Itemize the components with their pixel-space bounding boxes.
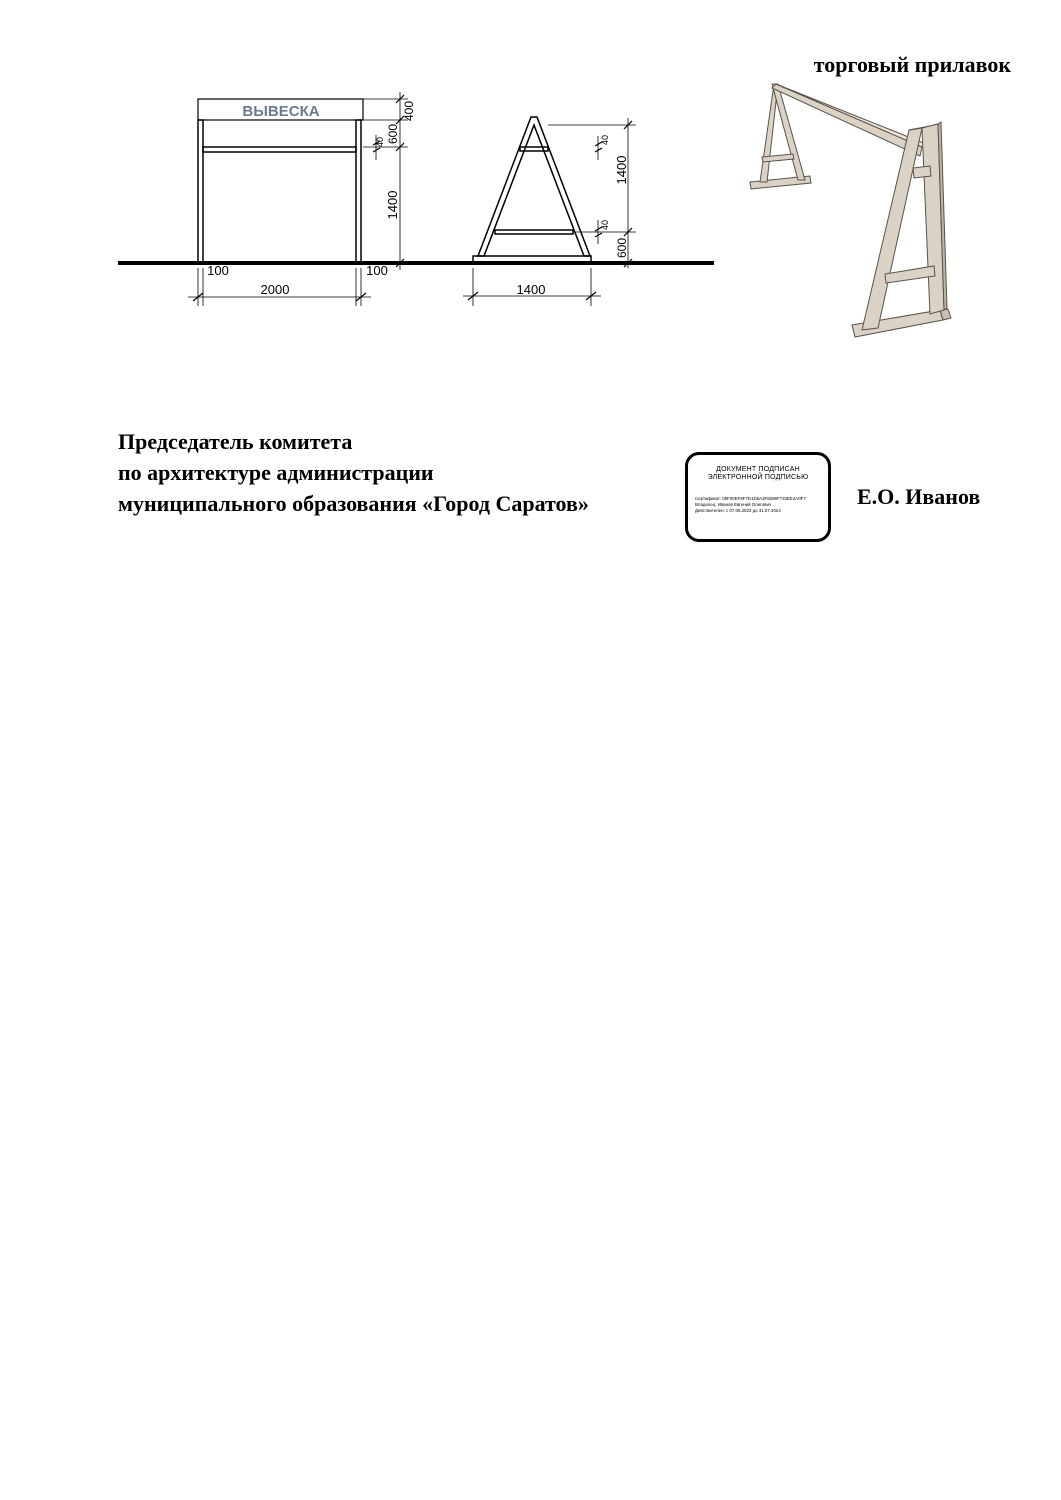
signature-title-line: муниципального образования «Город Саратов» — [118, 491, 589, 516]
left-post — [198, 120, 203, 263]
stamp-title — [688, 466, 828, 482]
side-a-frame-outer — [478, 117, 590, 256]
stamp-title-line: ДОКУМЕНТ ПОДПИСАН — [716, 466, 800, 473]
stamp-title-line: ЭЛЕКТРОННОЙ ПОДПИСЬЮ — [707, 474, 809, 481]
right-post — [356, 120, 361, 263]
stamp-validity: Действителен: с 07.06.2023 до 31.07.2024 — [695, 508, 781, 513]
signature-title-line: Председатель комитета — [118, 429, 353, 454]
side-height-main-label: 1400 — [614, 155, 629, 185]
front-height-main-label: 1400 — [385, 190, 400, 220]
front-left-post-label: 100 — [207, 263, 229, 278]
side-beam-bottom-label: 40 — [600, 219, 610, 231]
front-beam-label: 40 — [375, 136, 385, 148]
side-width-label: 1400 — [516, 282, 546, 297]
drawing-caption: торговый прилавок — [813, 52, 1011, 77]
signature-title — [118, 426, 589, 519]
front-right-post-label: 100 — [366, 263, 388, 278]
signer-name: Е.О. Иванов — [857, 484, 981, 509]
side-height-bottom-label: 600 — [615, 237, 629, 259]
side-beam-top-label: 40 — [600, 134, 610, 146]
top-beam — [203, 147, 356, 152]
sign-text: ВЫВЕСКА — [242, 103, 320, 120]
electronic-signature-stamp — [685, 452, 831, 542]
front-height-top-label: 600 — [386, 123, 400, 145]
stamp-certificate: Сертификат: 00F00EF8F7D1D6A3F8286F733EE4A0F7 — [695, 496, 806, 501]
side-bottom-shelf — [495, 230, 573, 234]
stamp-details — [688, 496, 828, 514]
stamp-owner: Владелец: Иванов Евгений Олегович — [695, 502, 772, 507]
front-height-sign-label: 400 — [402, 100, 416, 122]
front-width-label: 2000 — [260, 282, 290, 297]
counter-3d-view — [750, 84, 951, 337]
signature-title-line: по архитектуре администрации — [118, 460, 434, 485]
side-view — [463, 117, 636, 306]
